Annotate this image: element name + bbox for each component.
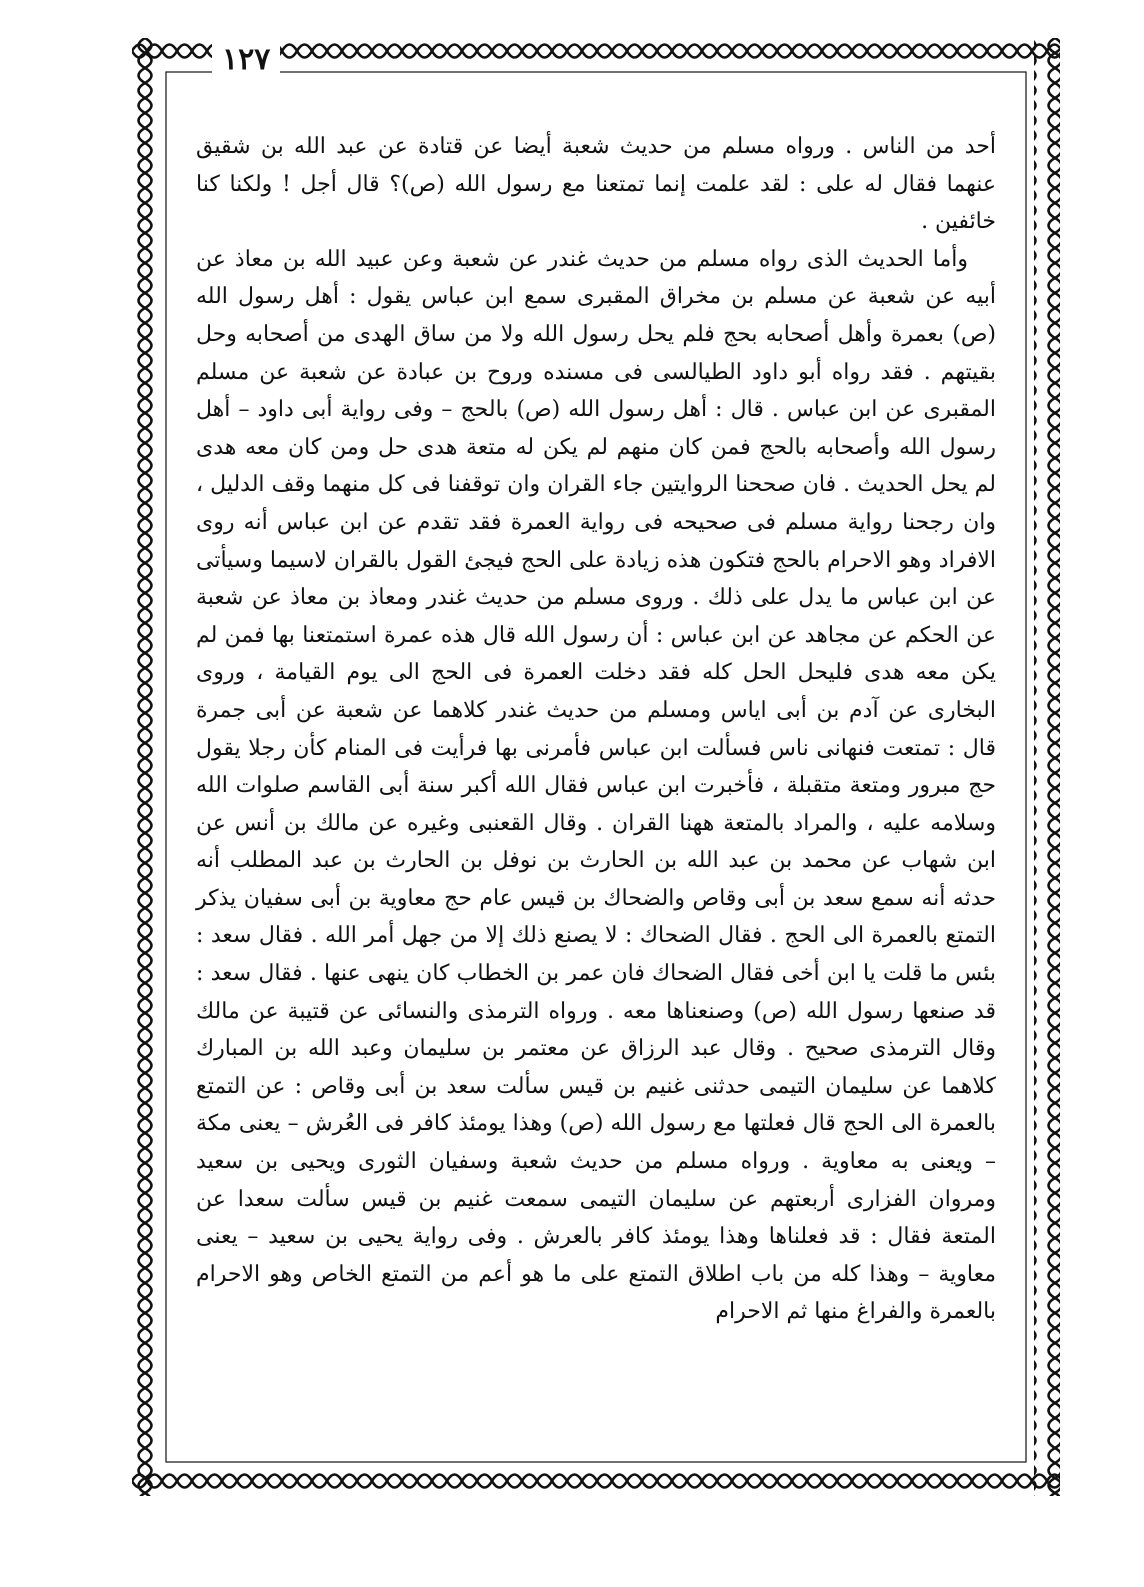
paragraph: وأما الحديث الذى رواه مسلم من حديث غندر عن شعبة وعن عبيد الله بن معاذ عن أبيه عن شعبة عن مسلم بن مخراق المقبرى سمع ابن عباس يقول : أهل رسول الله (ص) بعمرة وأهل أصحابه بحج فلم يحل رسول الله ولا من ساق الهدى من أصحابه وحل بقيتهم . فقد رواه أبو داود الطيالسى فى مسنده وروح بن عبادة عن شعبة عن مسلم المقبرى عن ابن عباس . قال : أهل رسول الله (ص) بالحج – وفى رواية أبى داود – أهل رسول الله وأصحابه بالحج فمن كان منهم لم يكن له متعة هدى حل ومن كان معه هدى لم يحل الحديث . فان صححنا الروايتين جاء القران وان توقفنا فى كل منهما وقف الدليل ، وان رجحنا رواية مسلم فى صحيحه فى رواية العمرة فقد تقدم عن ابن عباس أنه روى الافراد وهو الاحرام بالحج فتكون هذه زيادة على الحج فيجئ القول بالقران لاسيما وسيأتى عن ابن عباس ما يدل على ذلك . وروى مسلم من حديث غندر ومعاذ بن معاذ عن شعبة عن الحكم عن مجاهد عن ابن عباس : أن رسول الله قال هذه عمرة استمتعنا بها فمن لم يكن معه هدى فليحل الحل كله فقد دخلت العمرة فى الحج الى يوم القيامة ، وروى البخارى عن آدم بن أبى اياس ومسلم من حديث غندر كلاهما عن شعبة عن أبى جمرة قال : تمتعت فنهانى ناس فسألت ابن عباس فأمرنى بها فرأيت فى المنام كأن رجلا يقول حج مبرور ومتعة متقبلة ، فأخبرت ابن عباس فقال الله أكبر سنة أبى القاسم صلوات الله وسلامه عليه ، والمراد بالمتعة ههنا القران . وقال القعنبى وغيره عن مالك بن أنس عن ابن شهاب عن محمد بن عبد الله بن الحارث بن نوفل بن الحارث بن عبد المطلب أنه حدثه أنه سمع سعد بن أبى وقاص والضحاك بن قيس عام حج معاوية بن أبى سفيان يذكر التمتع بالعمرة الى الحج . فقال الضحاك : لا يصنع ذلك إلا من جهل أمر الله . فقال سعد : بئس ما قلت يا ابن أخى فقال الضحاك فان عمر بن الخطاب كان ينهى عنها . فقال سعد : قد صنعها رسول الله (ص) وصنعناها معه . ورواه الترمذى والنسائى عن قتيبة عن مالك وقال الترمذى صحيح . وقال عبد الرزاق عن معتمر بن سليمان وعبد الله بن المبارك كلاهما عن سليمان التيمى حدثنى غنيم بن قيس سألت سعد بن أبى وقاص : عن التمتع بالعمرة الى الحج قال فعلتها مع رسول الله (ص) وهذا يومئذ كافر فى العُرش – يعنى مكة – ويعنى به معاوية . ورواه مسلم من حديث شعبة وسفيان الثورى ويحيى بن سعيد ومروان الفزارى أربعتهم عن سليمان التيمى سمعت غنيم بن قيس سألت سعدا عن المتعة فقال : قد فعلناها وهذا يومئذ كافر بالعرش . وفى رواية يحيى بن سعيد – يعنى معاوية – وهذا كله من باب اطلاق التمتع على ما هو أعم من التمتع الخاص وهو الاحرام بالعمرة والفراغ منها ثم الاحرام [196, 246, 997, 1325]
body-text [196, 128, 996, 1331]
paragraph: أحد من الناس . ورواه مسلم من حديث شعبة أيضا عن قتادة عن عبد الله بن شقيق عنهما فقال له على : لقد علمت إنما تمتعنا مع رسول الله (ص)؟ قال أجل ! ولكنا كنا خائفين . [196, 134, 996, 235]
page-number: ١٢٧ [212, 42, 280, 77]
